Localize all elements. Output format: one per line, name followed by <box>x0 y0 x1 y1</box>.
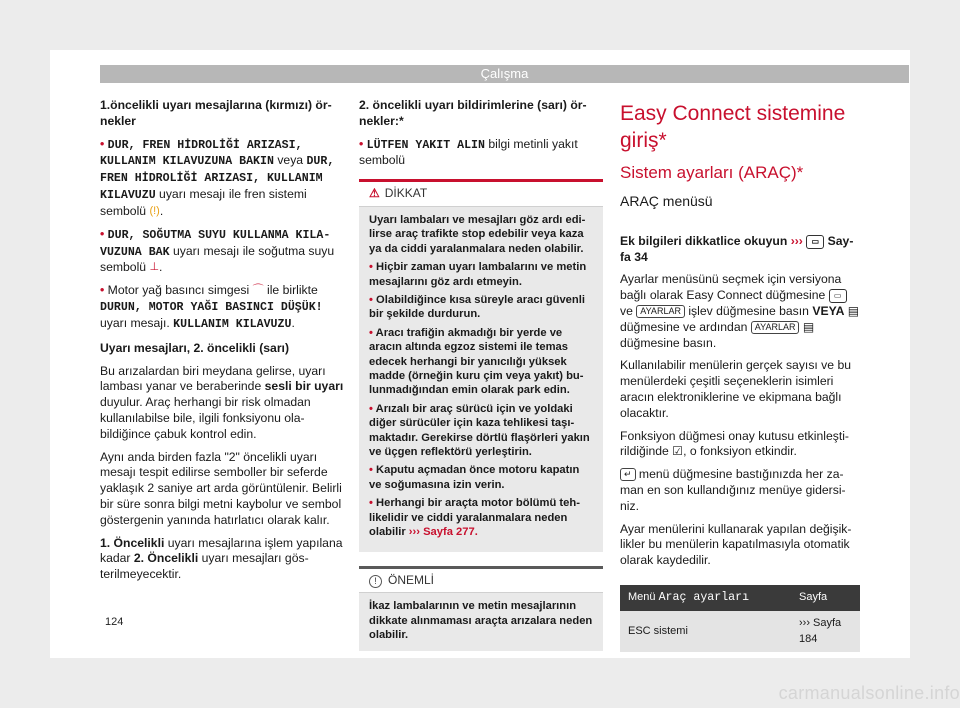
menu-table <box>620 585 860 652</box>
note-body: İkaz lambalarının ve metin mesajlarının dikkate alınmaması araçta arızalara neden olabilir. <box>369 600 593 642</box>
menu-icon: ▤ <box>847 303 860 318</box>
col1-heading: 1.öncelikli uyarı mesajlarına (kırmızı) örnekler <box>100 98 332 128</box>
col3-paragraph-2: Ayarlar menüsünü seçmek için versiyona bağlı olarak Easy Connect düğmesine ▭ ve AYARLAR işlev düğmesine basın VEYA ▤ düğmesine ve ardından AYARLAR ▤ düğmesine basın. <box>620 272 860 350</box>
note-header: ! ÖNEMLİ <box>359 569 603 594</box>
column-3 <box>620 98 860 652</box>
warning-intro: Uyarı lambaları ve mesajları göz ardı edilirse araç trafikte stop edebilir veya kaza ya da ciddi yaralanmalara neden olabilir. <box>369 213 586 255</box>
col1-paragraph-3: 1. Öncelikli uyarı mesajlarına işlem yapılana kadar 2. Öncelikli uyarı mesajları gösterilmeyecektir. <box>100 535 343 582</box>
settings-key: AYARLAR <box>636 305 685 318</box>
warning-bullet: • Arızalı bir araç sürücü için ve yoldaki diğer sürücüler için kaza tehlikesi taşımaktadır. Gerekirse dörtlü flaşörleri yakın ve üçgen reflektörü yerleştirin. <box>369 402 590 459</box>
col3-paragraph-1: Ek bilgileri dikkatlice okuyun ››› ▭ Sayfa 34 <box>620 233 854 264</box>
col2-item: • LÜTFEN YAKIT ALIN bilgi metinli yakıt sembolü <box>359 136 578 168</box>
warning-body <box>359 207 603 552</box>
watermark: carmanualsonline.info <box>778 683 960 703</box>
bullet-icon: • <box>100 283 105 298</box>
table-row <box>620 611 860 653</box>
section-title: Easy Connect sistemine giriş* <box>620 102 846 152</box>
settings-key: AYARLAR <box>751 321 800 334</box>
bullet-icon: • <box>100 136 105 151</box>
column-2 <box>359 98 603 651</box>
warning-bullet: • Olabildiğince kısa süreyle aracı güvenli bir şekilde durdurun. <box>369 294 585 321</box>
warning-bullet: • Kaputu açmadan önce motoru kapatın ve soğumasına izin verin. <box>369 464 580 491</box>
info-circle-icon: ! <box>369 575 382 588</box>
col3-paragraph-3: Kullanılabilir menülerin gerçek sayısı ve bu menülerdeki çeşitli seçeneklerin isimleri aracın elektroniklerine ve ekipmana bağlı olacaktır. <box>620 358 851 420</box>
col1-item-3: • Motor yağ basıncı simgesi ⌒ ile birlikte DURUN, MOTOR YAĞI BASINCI DÜŞÜK! uyarı mesajı. KULLANIM KILAVUZU. <box>100 283 323 331</box>
warning-box <box>359 179 603 551</box>
table-cell-page[interactable]: ››› Sayfa 184 <box>791 611 860 653</box>
warning-header: ⚠ DİKKAT <box>359 182 603 207</box>
col1-paragraph-2: Aynı anda birden fazla "2" öncelikli uyarı mesajı tespit edilirse semboller bir seferde yaklaşık 2 saniye art arda görüntülenir. Belirli bir süre sonra bilgi metni kaybolur ve sembol göstergenin yanında hatırlatıcı olarak kalır. <box>100 449 342 527</box>
oil-pressure-icon: ⌒ <box>252 284 264 297</box>
warning-bullet: • Hiçbir zaman uyarı lambalarını ve metin mesajlarını göz ardı etmeyin. <box>369 261 587 288</box>
warning-bullet: • Aracı trafiğin akmadığı bir yerde ve aracın altında egzoz sistemi ile temas edecek herhangi bir yanıcılığı yüksek madde (örneğin kuru çim veya yakıt) bulunmadığından emin olarak park edin. <box>369 326 584 397</box>
bullet-icon: • <box>359 136 364 151</box>
section-header: Çalışma <box>100 65 909 83</box>
col1-subheading: Uyarı mesajları, 2. öncelikli (sarı) <box>100 340 290 355</box>
table-header-page: Sayfa <box>791 585 860 611</box>
note-box <box>359 566 603 651</box>
bullet-icon: • <box>100 226 105 241</box>
column-1 <box>100 98 345 590</box>
subsection-title: Sistem ayarları (ARAÇ)* <box>620 163 804 182</box>
car-button-icon: ▭ <box>829 289 847 303</box>
page-link[interactable]: ››› Sayfa 277. <box>408 526 478 539</box>
coolant-icon: ⊥ <box>149 261 160 274</box>
table-cell-menu: ESC sistemi <box>620 611 791 653</box>
col1-item-2: • DUR, SOĞUTMA SUYU KULLANMA KILAVUZUNA BAK uyarı mesajı ile soğutma suyu sembolü ⊥. <box>100 226 335 275</box>
brake-system-icon: (!) <box>149 204 160 217</box>
page <box>50 50 910 658</box>
warning-triangle-icon: ⚠ <box>369 186 380 201</box>
page-number: 124 <box>105 616 124 628</box>
col1-item-1: • DUR, FREN HİDROLİĞİ ARIZASI, KULLANIM KILAVUZUNA BAKIN veya DUR, FREN HİDROLİĞİ ARIZASI, KULLANIM KILAVUZU uyarı mesajı ile fren sistemi sembolü (!). <box>100 136 335 218</box>
warning-bullet: • Herhangi bir araçta motor bölümü tehlikelidir ve ciddi yaralanmalara neden olabilir ››› Sayfa 277. <box>369 497 580 539</box>
table-header-menu: Menü Araç ayarları <box>620 585 791 611</box>
col1-paragraph-1: Bu arızalardan biri meydana gelirse, uyarı lambası yanar ve beraberinde sesli bir uyarı duyulur. Araç herhangi bir risk olmadan kullanılabilse bile, ilgili fonksiyonu olabildiğince çabuk kontrol edin. <box>100 363 344 441</box>
menu-icon: ▤ <box>802 319 815 334</box>
menu-title: ARAÇ menüsü <box>620 193 713 209</box>
car-book-icon: ▭ <box>806 235 824 249</box>
col2-heading: 2. öncelikli uyarı bildirimlerine (sarı) örnekler:* <box>359 98 587 128</box>
col3-paragraph-4: Fonksiyon düğmesi onay kutusu etkinleştirildiğinde ☑, o fonksiyon etkindir. <box>620 428 849 459</box>
col3-paragraph-6: Ayar menülerini kullanarak yapılan değişiklikler bu menülerin kapatılmasıyla otomatik olarak kaydedilir. <box>620 521 852 568</box>
back-icon: ↵ <box>620 468 636 481</box>
col3-paragraph-5: ↵ menü düğmesine bastığınızda her zaman en son kullandığınız menüye gidersiniz. <box>620 467 846 513</box>
